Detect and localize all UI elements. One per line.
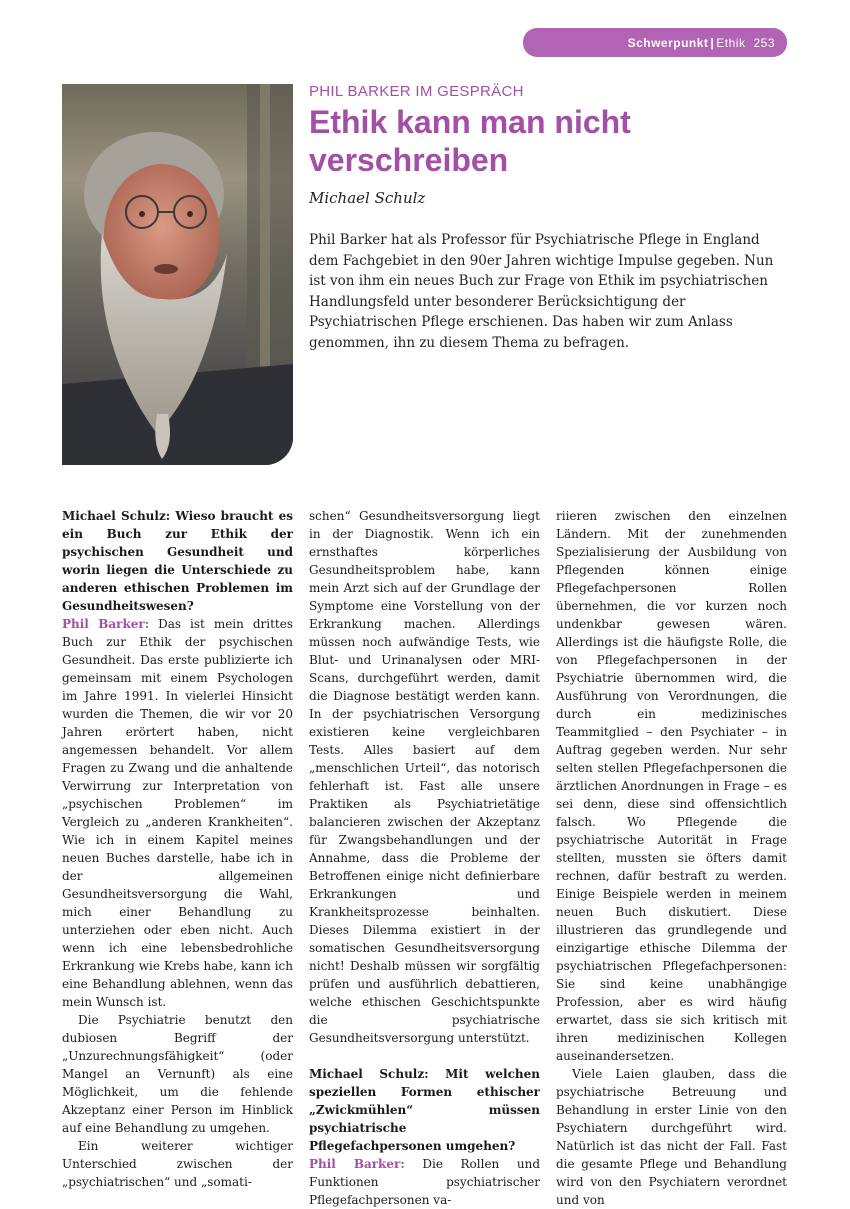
text-column-2 xyxy=(309,507,540,1209)
speaker-label: Phil Barker: xyxy=(62,617,150,631)
paragraph: Ein weiterer wichtiger Unterschied zwischen der „psychiatrischen“ und „somati- xyxy=(62,1139,293,1189)
paragraph: Die Psychiatrie benutzt den dubiosen Begriff der „Unzurechnungsfähigkeit“ (oder Mangel an Vernunft) als eine Möglichkeit, um die fehlende Akzeptanz einer Person im Hinblick auf eine Behandlung zu umgehen. xyxy=(62,1013,293,1135)
answer-1 xyxy=(62,615,293,1011)
paragraph: Viele Laien glauben, dass die psychiatrische Betreuung und Behandlung in erster Linie von den Psychiatern durchgeführt wird. Natürlich ist das nicht der Fall. Fast die gesamte Pflege und Behandlung wird von den Psychiatern verordnet und von xyxy=(556,1067,787,1207)
portrait-photo xyxy=(62,84,293,465)
article-author: Michael Schulz xyxy=(309,189,426,207)
answer-1-text: Das ist mein drittes Buch zur Ethik der psychischen Gesundheit. Das erste publizierte ich gemeinsam mit einem Psychologen im Jahre 1991. In vielerlei Hinsicht wurden die Themen, die wir vor 20 Jahren erörtert haben, nicht angemessen behandelt. Vor allem Fragen zu Zwang und die anhaltende Verwirrung zur Interpretation von „psychischen Problemen“ im Vergleich zu „anderen Krankheiten“. Wie ich in einem Kapitel meines neuen Buches darstelle, habe ich in der allgemeinen Gesundheitsversorgung die Wahl, mich einer Behandlung zu unterziehen oder eben nicht. Auch wenn ich eine lebensbedrohliche Erkrankung wie Krebs habe, kann ich eine Behandlung ablehnen, wenn das mein Wunsch ist. xyxy=(62,617,294,1009)
running-header xyxy=(523,28,787,57)
answer-2-text: Die Rollen und Funktionen psychiatrischer Pflegefachpersonen va- xyxy=(309,1157,540,1207)
text-column-1 xyxy=(62,507,293,1191)
portrait-illustration xyxy=(62,84,293,465)
answer-2 xyxy=(309,1155,540,1209)
question-2: Michael Schulz: Mit welchen speziellen Formen ethischer „Zwickmühlen“ müssen psychiatrische Pflegefachpersonen umgehen? xyxy=(309,1067,540,1153)
article-kicker: PHIL BARKER IM GESPRÄCH xyxy=(309,83,524,100)
question-1: Michael Schulz: Wieso braucht es ein Buch zur Ethik der psychischen Gesundheit und worin liegen die Unterschiede zu anderen ethischen Problemen im Gesundheitswesen? xyxy=(62,509,293,613)
text-column-3 xyxy=(556,507,787,1209)
paragraph: riieren zwischen den einzelnen Ländern. Mit der zunehmenden Spezialisierung der Ausbildung von Pflegenden können einige Pflegefachpersonen Rollen übernehmen, die vor kurzen noch undenkbar gewesen wären. Allerdings ist die häufigste Rolle, die von Pflegefachpersonen in der Psychiatrie übernommen wird, die Ausführung von Verordnungen, die durch ein medizinisches Teammitglied – den Psychiater – in Auftrag gegeben werden. Nur sehr selten stellen Pflegefachpersonen die ärztlichen Anordnungen in Frage – es sei denn, diese sind offensichtlich falsch. Wo Pflegende die psychiatrische Autorität in Frage stellten, mussten sie öfters damit rechnen, dafür bestraft zu werden. Einige Beispiele werden in meinem neuen Buch diskutiert. Diese illustrieren das grundlegende und einzigartige ethische Dilemma der psychiatrischen Pflegefachpersonen: Sie sind keine unabhängige Profession, aber es wird häufig erwartet, dass sie sich kritisch mit ihren medizinischen Kollegen auseinandersetzen. xyxy=(556,509,787,1063)
header-section: Schwerpunkt xyxy=(627,35,709,50)
page-number: 253 xyxy=(753,35,775,50)
article-title: Ethik kann man nicht verschreiben xyxy=(309,104,631,178)
paragraph: schen“ Gesundheitsversorgung liegt in der Diagnostik. Wenn ich ein ernsthaftes körperliches Gesundheitsproblem habe, kann mein Arzt sich auf der Grundlage der Symptome eine Vorstellung von der Erkrankung machen. Allerdings müssen noch aufwändige Tests, wie Blut- und Urinanalysen oder MRI-Scans, durchgeführt werden, damit die Diagnose bestätigt werden kann. In der psychiatrischen Versorgung existieren keine vergleichbaren Tests. Alles basiert auf dem „menschlichen Urteil“, das notorisch fehlerhaft ist. Fast alle unsere Praktiken als Psychiatrietätige balancieren zwischen der Akzeptanz für Zwangsbehandlungen und der Annahme, dass die Probleme der Betroffenen einige nicht definierbare Erkrankungen und Krankheitsprozesse beinhalten. Dieses Dilemma existiert in der somatischen Gesundheitsversorgung nicht! Deshalb müssen wir sorgfältig prüfen und ausführlich debattieren, welche ethischen Geschichtspunkte die psychiatrische Gesundheitsversorgung unterstützt. xyxy=(309,509,540,1045)
speaker-label: Phil Barker: xyxy=(309,1157,405,1171)
article-lead: Phil Barker hat als Professor für Psychiatrische Pflege in England dem Fachgebiet in den 90er Jahren wichtige Impulse gegeben. Nun ist von ihm ein neues Buch zur Frage von Ethik im psychiatrischen Handlungsfeld unter besonderer Berücksichtigung der Psychiatrischen Pflege erschienen. Das haben wir zum Anlass genommen, ihn zu diesem Thema zu befragen. xyxy=(309,232,774,351)
header-separator: | xyxy=(710,35,715,50)
header-topic: Ethik xyxy=(716,35,746,50)
